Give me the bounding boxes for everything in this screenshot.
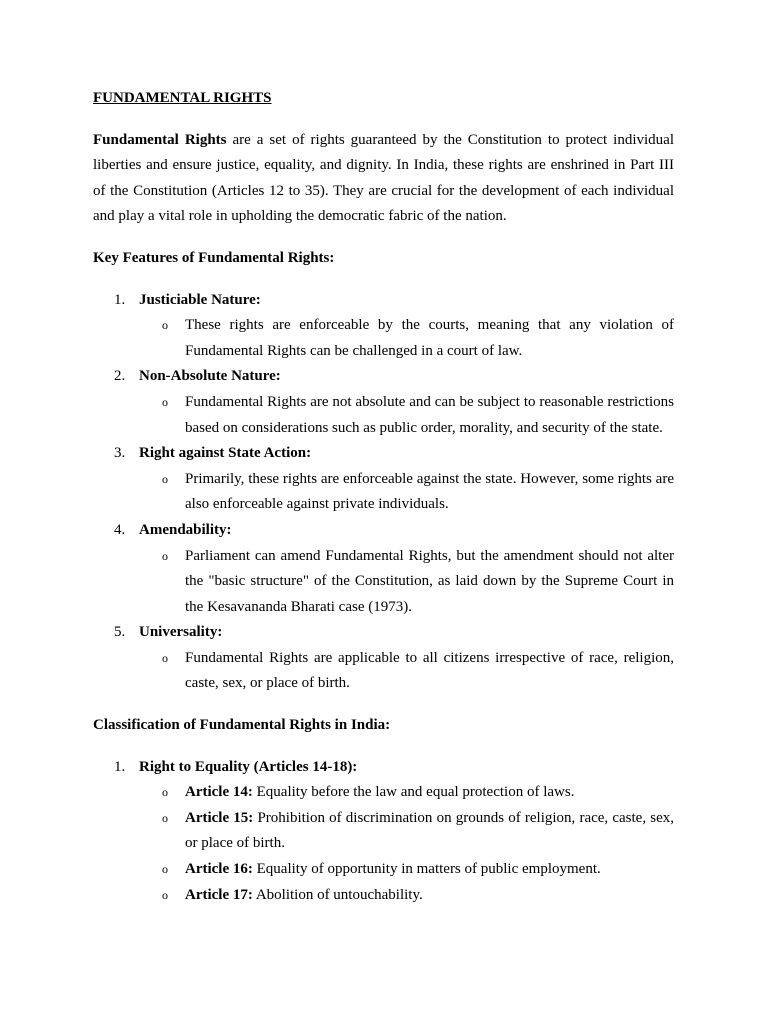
sub-list-text: Fundamental Rights are applicable to all citizens irrespective of race, religion, caste, sex, or place of birth. (185, 649, 674, 692)
document-body (93, 86, 674, 908)
bullet-marker: o (162, 862, 168, 877)
bullet-marker: o (162, 810, 168, 825)
sub-list-text: Primarily, these rights are enforceable against the state. However, some rights are also enforceable against private individuals. (185, 470, 674, 513)
article-label: Article 17: (185, 886, 253, 903)
article-label: Article 16: (185, 861, 253, 878)
sub-list-text: Fundamental Rights are not absolute and can be subject to reasonable restrictions based on considerations such as public order, morality, and security of the state. (185, 393, 674, 436)
bullet-marker: o (162, 471, 168, 486)
sub-list-item (139, 390, 674, 441)
classification-heading: Classification of Fundamental Rights in India: (93, 717, 391, 734)
bullet-marker: o (162, 887, 168, 902)
list-item-title: Non-Absolute Nature: (139, 368, 281, 385)
sub-list-item (139, 780, 674, 806)
article-label: Article 14: (185, 784, 253, 801)
list-number: 1. (114, 758, 126, 775)
bullet-marker: o (162, 394, 168, 409)
sub-list-text: Equality of opportunity in matters of public employment. (252, 861, 601, 878)
key-features-list (93, 288, 674, 698)
sub-list-item (139, 646, 674, 697)
list-item (93, 518, 674, 620)
list-item (93, 364, 674, 441)
classification-list (93, 755, 674, 909)
list-item (93, 620, 674, 697)
list-item-title: Amendability: (139, 521, 232, 538)
list-item-title: Right to Equality (Articles 14-18): (139, 758, 358, 775)
list-number: 3. (114, 445, 126, 462)
sub-list-text: These rights are enforceable by the courts, meaning that any violation of Fundamental Rights can be challenged in a court of law. (185, 317, 674, 359)
sub-list-text: Prohibition of discrimination on grounds of religion, race, caste, sex, or place of birth. (185, 809, 674, 852)
sub-list-item (139, 806, 674, 857)
key-features-heading: Key Features of Fundamental Rights: (93, 249, 335, 266)
list-item-title: Justiciable Nature: (139, 291, 261, 308)
bullet-marker: o (162, 785, 168, 800)
list-number: 5. (114, 624, 126, 641)
list-number: 2. (114, 368, 126, 385)
sub-list-item (139, 467, 674, 518)
sub-list (139, 313, 674, 364)
bullet-marker: o (162, 548, 168, 563)
list-item (93, 755, 674, 909)
sub-list (139, 780, 674, 908)
list-item-title: Universality: (139, 624, 223, 641)
sub-list (139, 467, 674, 518)
intro-text: are a set of rights guaranteed by the Constitution to protect individual liberties and ensure justice, equality, and dignity. In India, these rights are enshrined in Part III of the Constitution (Articles 12 to 35). They are crucial for the development of each individual and play a vital role in upholding the democratic fabric of the nation. (93, 131, 675, 225)
list-item-title: Right against State Action: (139, 445, 312, 462)
list-item (93, 288, 674, 365)
sub-list-text: Parliament can amend Fundamental Rights, but the amendment should not alter the "basic structure" of the Constitution, as laid down by the Supreme Court in the Kesavananda Bharati case (1973). (185, 547, 674, 615)
intro-paragraph (93, 128, 674, 230)
sub-list-text: Equality before the law and equal protection of laws. (252, 784, 575, 801)
page-title: FUNDAMENTAL RIGHTS (93, 90, 272, 106)
sub-list-item (139, 544, 674, 621)
sub-list-item (139, 883, 674, 909)
list-number: 4. (114, 521, 126, 538)
sub-list-item (139, 857, 674, 883)
intro-bold-lead: Fundamental Rights (93, 131, 227, 148)
sub-list-text: Abolition of untouchability. (252, 886, 423, 903)
list-item (93, 441, 674, 518)
sub-list (139, 544, 674, 621)
sub-list (139, 390, 674, 441)
list-number: 1. (114, 291, 126, 308)
sub-list-item (139, 313, 674, 364)
sub-list (139, 646, 674, 697)
article-label: Article 15: (185, 809, 254, 826)
bullet-marker: o (162, 318, 168, 333)
bullet-marker: o (162, 650, 168, 665)
